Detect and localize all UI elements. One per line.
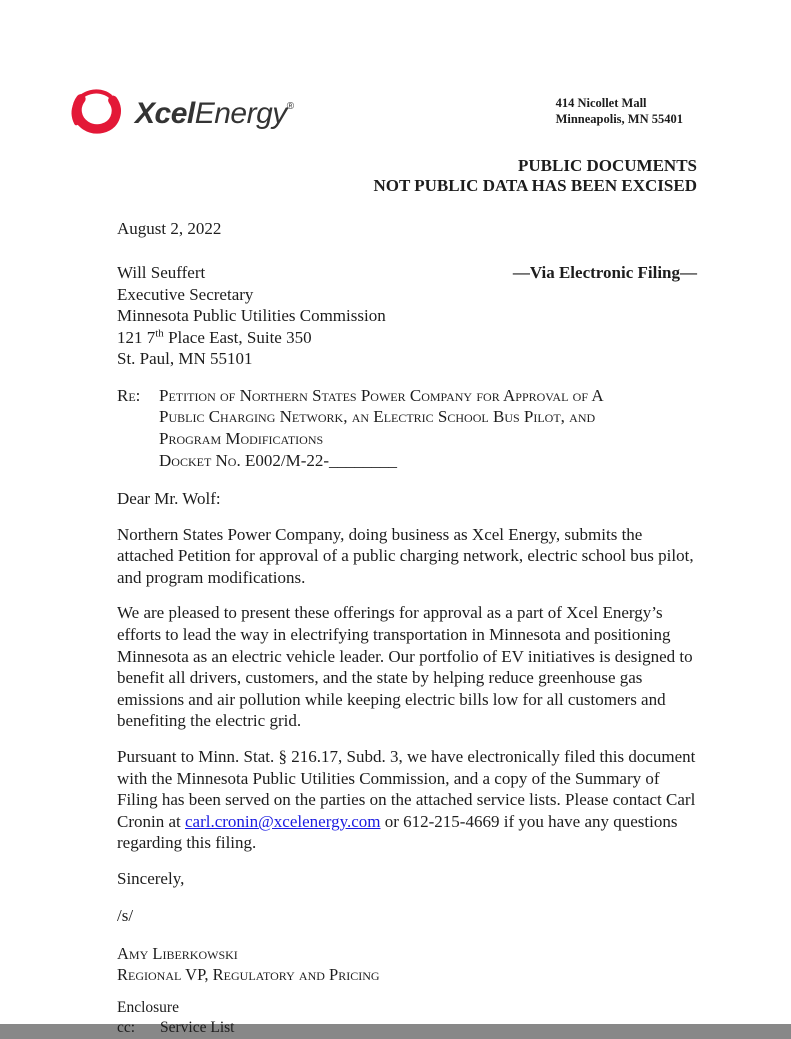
street-number: 121 7 [117,327,156,347]
street-ordinal-suffix: th [155,327,164,340]
body-paragraph-2: We are pleased to present these offerings for approval as a part of Xcel Energy’s efforts to lead the way in electrifying transportation in Minnesota and positioning Minnesota as an electric vehicle leader. Our portfolio of EV initiatives is designed to benefit all drivers, customers, and the state by helping reduce greenhouse gas emissions and air pollution while keeping electric bills low for all customers and benefiting the electric grid. [117,603,693,731]
via-electronic-filing-label: —Via Electronic Filing— [512,262,697,282]
re-line3: Program Modifications [159,428,324,448]
body-paragraph-3 [117,746,697,854]
letterhead-address [556,96,683,127]
cc-line [117,1018,697,1038]
letterhead-address-line1: 414 Nicollet Mall [555,96,647,110]
cc-value: Service List [160,1019,235,1037]
enclosure-note: Enclosure [117,999,179,1017]
paragraph-3-text-post: or 612-215-4669 if you have any questions regarding this filing. [117,811,678,853]
salutation: Dear Mr. Wolf: [117,489,221,509]
logo-word-xcel: Xcel [135,96,195,130]
letterhead [117,84,697,144]
xcel-swirl-icon [65,84,125,144]
recipient-block [117,262,697,370]
recipient-title: Executive Secretary [117,284,254,304]
letterhead-address-line2: Minneapolis, MN 55401 [555,111,683,126]
public-documents-notice [117,156,697,197]
recipient-city: St. Paul, MN 55101 [117,349,253,369]
xcel-energy-logo [65,84,294,144]
paragraph-3-text-pre: Pursuant to Minn. Stat. § 216.17, Subd. 3, we have electronically filed this document with the Minnesota Public Utilities Commission, and a copy of the Summary of Filing has been served on the parties on the attached service lists. Please contact Carl Cronin at [117,746,696,831]
re-line1: Petition of Northern States Power Company for Approval of A [159,385,604,405]
re-docket-line: Docket No. E002/M-22-________ [159,450,398,470]
re-line2: Public Charging Network, an Electric School Bus Pilot, and [159,407,596,427]
notice-line1: PUBLIC DOCUMENTS [518,155,697,175]
notice-line2: NOT PUBLIC DATA HAS BEEN EXCISED [373,175,697,195]
closing-sincerely: Sincerely, [117,868,185,888]
recipient-name: Will Seuffert [117,262,206,282]
logo-wordmark [135,95,294,133]
recipient-street [117,327,697,349]
street-rest: Place East, Suite 350 [163,327,312,347]
signature-mark: /s/ [117,906,134,926]
signer-title: Regional VP, Regulatory and Pricing [117,964,380,984]
cc-label: cc: [117,1019,136,1037]
body-paragraph-1: Northern States Power Company, doing business as Xcel Energy, submits the attached Petition for approval of a public charging network, electric school bus pilot, and program modifications. [117,524,694,587]
logo-word-energy: Energy [194,96,287,130]
contact-email-link[interactable]: carl.cronin@xcelenergy.com [185,811,381,831]
letter-date: August 2, 2022 [117,219,222,239]
registered-trademark-symbol: ® [286,100,294,112]
re-label: Re: [117,385,141,405]
recipient-organization: Minnesota Public Utilities Commission [117,306,386,326]
re-block [117,385,697,471]
re-content [159,385,604,471]
signer-name: Amy Liberkowski [117,943,238,963]
